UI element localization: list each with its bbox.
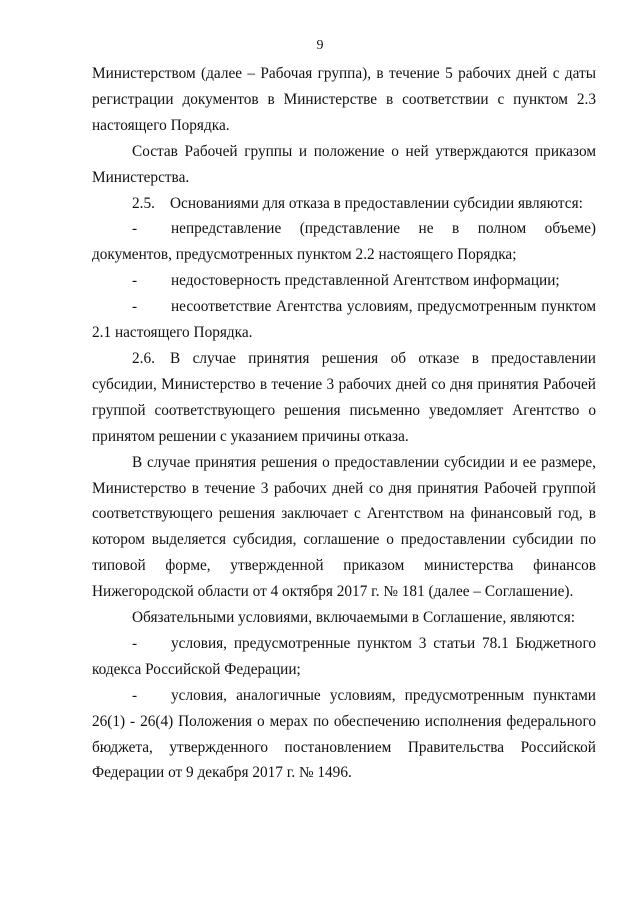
clause-text: В случае принятия решения об отказе в предоставлении субсидии, Министерство в течение 3 рабочих дней со дня принятия Рабочей группой соответствующего решения письменно уведомляет Агентство о принятом решении с указанием причины отказа.	[92, 349, 596, 445]
list-item-text: условия, предусмотренные пунктом 3 статьи 78.1 Бюджетного кодекса Российской Федерации;	[92, 634, 596, 678]
list-item	[92, 683, 596, 787]
list-item-text: непредставление (представление не в полном объеме) документов, предусмотренных пунктом 2.2 настоящего Порядка;	[92, 220, 596, 264]
clause-number: 2.6.	[132, 349, 155, 367]
list-dash: -	[132, 272, 138, 290]
page-number: 9	[316, 38, 324, 53]
list-dash: -	[132, 220, 138, 238]
list-dash: -	[132, 298, 138, 316]
clause-number: 2.5.	[132, 194, 155, 212]
paragraph-working-group: Министерством (далее – Рабочая группа), в течение 5 рабочих дней с даты регистрации документов в Министерстве в соответствии с пунктом 2.3 настоящего Порядка.	[92, 65, 596, 134]
list-item	[92, 216, 596, 268]
list-dash: -	[132, 686, 138, 704]
list-item-text: недостоверность представленной Агентством информации;	[171, 272, 560, 290]
paragraph-2-6	[92, 346, 596, 450]
paragraph-2-5	[92, 191, 596, 217]
paragraph-composition: Состав Рабочей группы и положение о ней утверждаются приказом Министерства.	[92, 142, 596, 186]
list-item	[92, 294, 596, 346]
list-dash: -	[132, 634, 138, 652]
document-body	[92, 61, 596, 786]
clause-text: Основаниями для отказа в предоставлении субсидии являются:	[170, 194, 583, 212]
list-item-text: условия, аналогичные условиям, предусмотренным пунктами 26(1) - 26(4) Положения о мерах по обеспечению исполнения федерального бюджета, утвержденного постановлением Правительства Российской Федерации от 9 декабря 2017 г. № 1496.	[92, 686, 596, 782]
paragraph-agreement: В случае принятия решения о предоставлении субсидии и ее размере, Министерство в течение 3 рабочих дней со дня принятия Рабочей группой соответствующего решения заключает с Агентством на финансовый год, в котором выделяется субсидия, соглашение о предоставлении субсидии по типовой форме, утвержденной приказом министерства финансов Нижегородской области от 4 октября 2017 г. № 181 (далее – Соглашение).	[92, 453, 596, 601]
list-item	[92, 631, 596, 683]
paragraph-mandatory-conditions: Обязательными условиями, включаемыми в Соглашение, являются:	[132, 609, 575, 627]
list-item-text: несоответствие Агентства условиям, предусмотренным пунктом 2.1 настоящего Порядка.	[92, 298, 596, 342]
list-item	[92, 268, 596, 294]
